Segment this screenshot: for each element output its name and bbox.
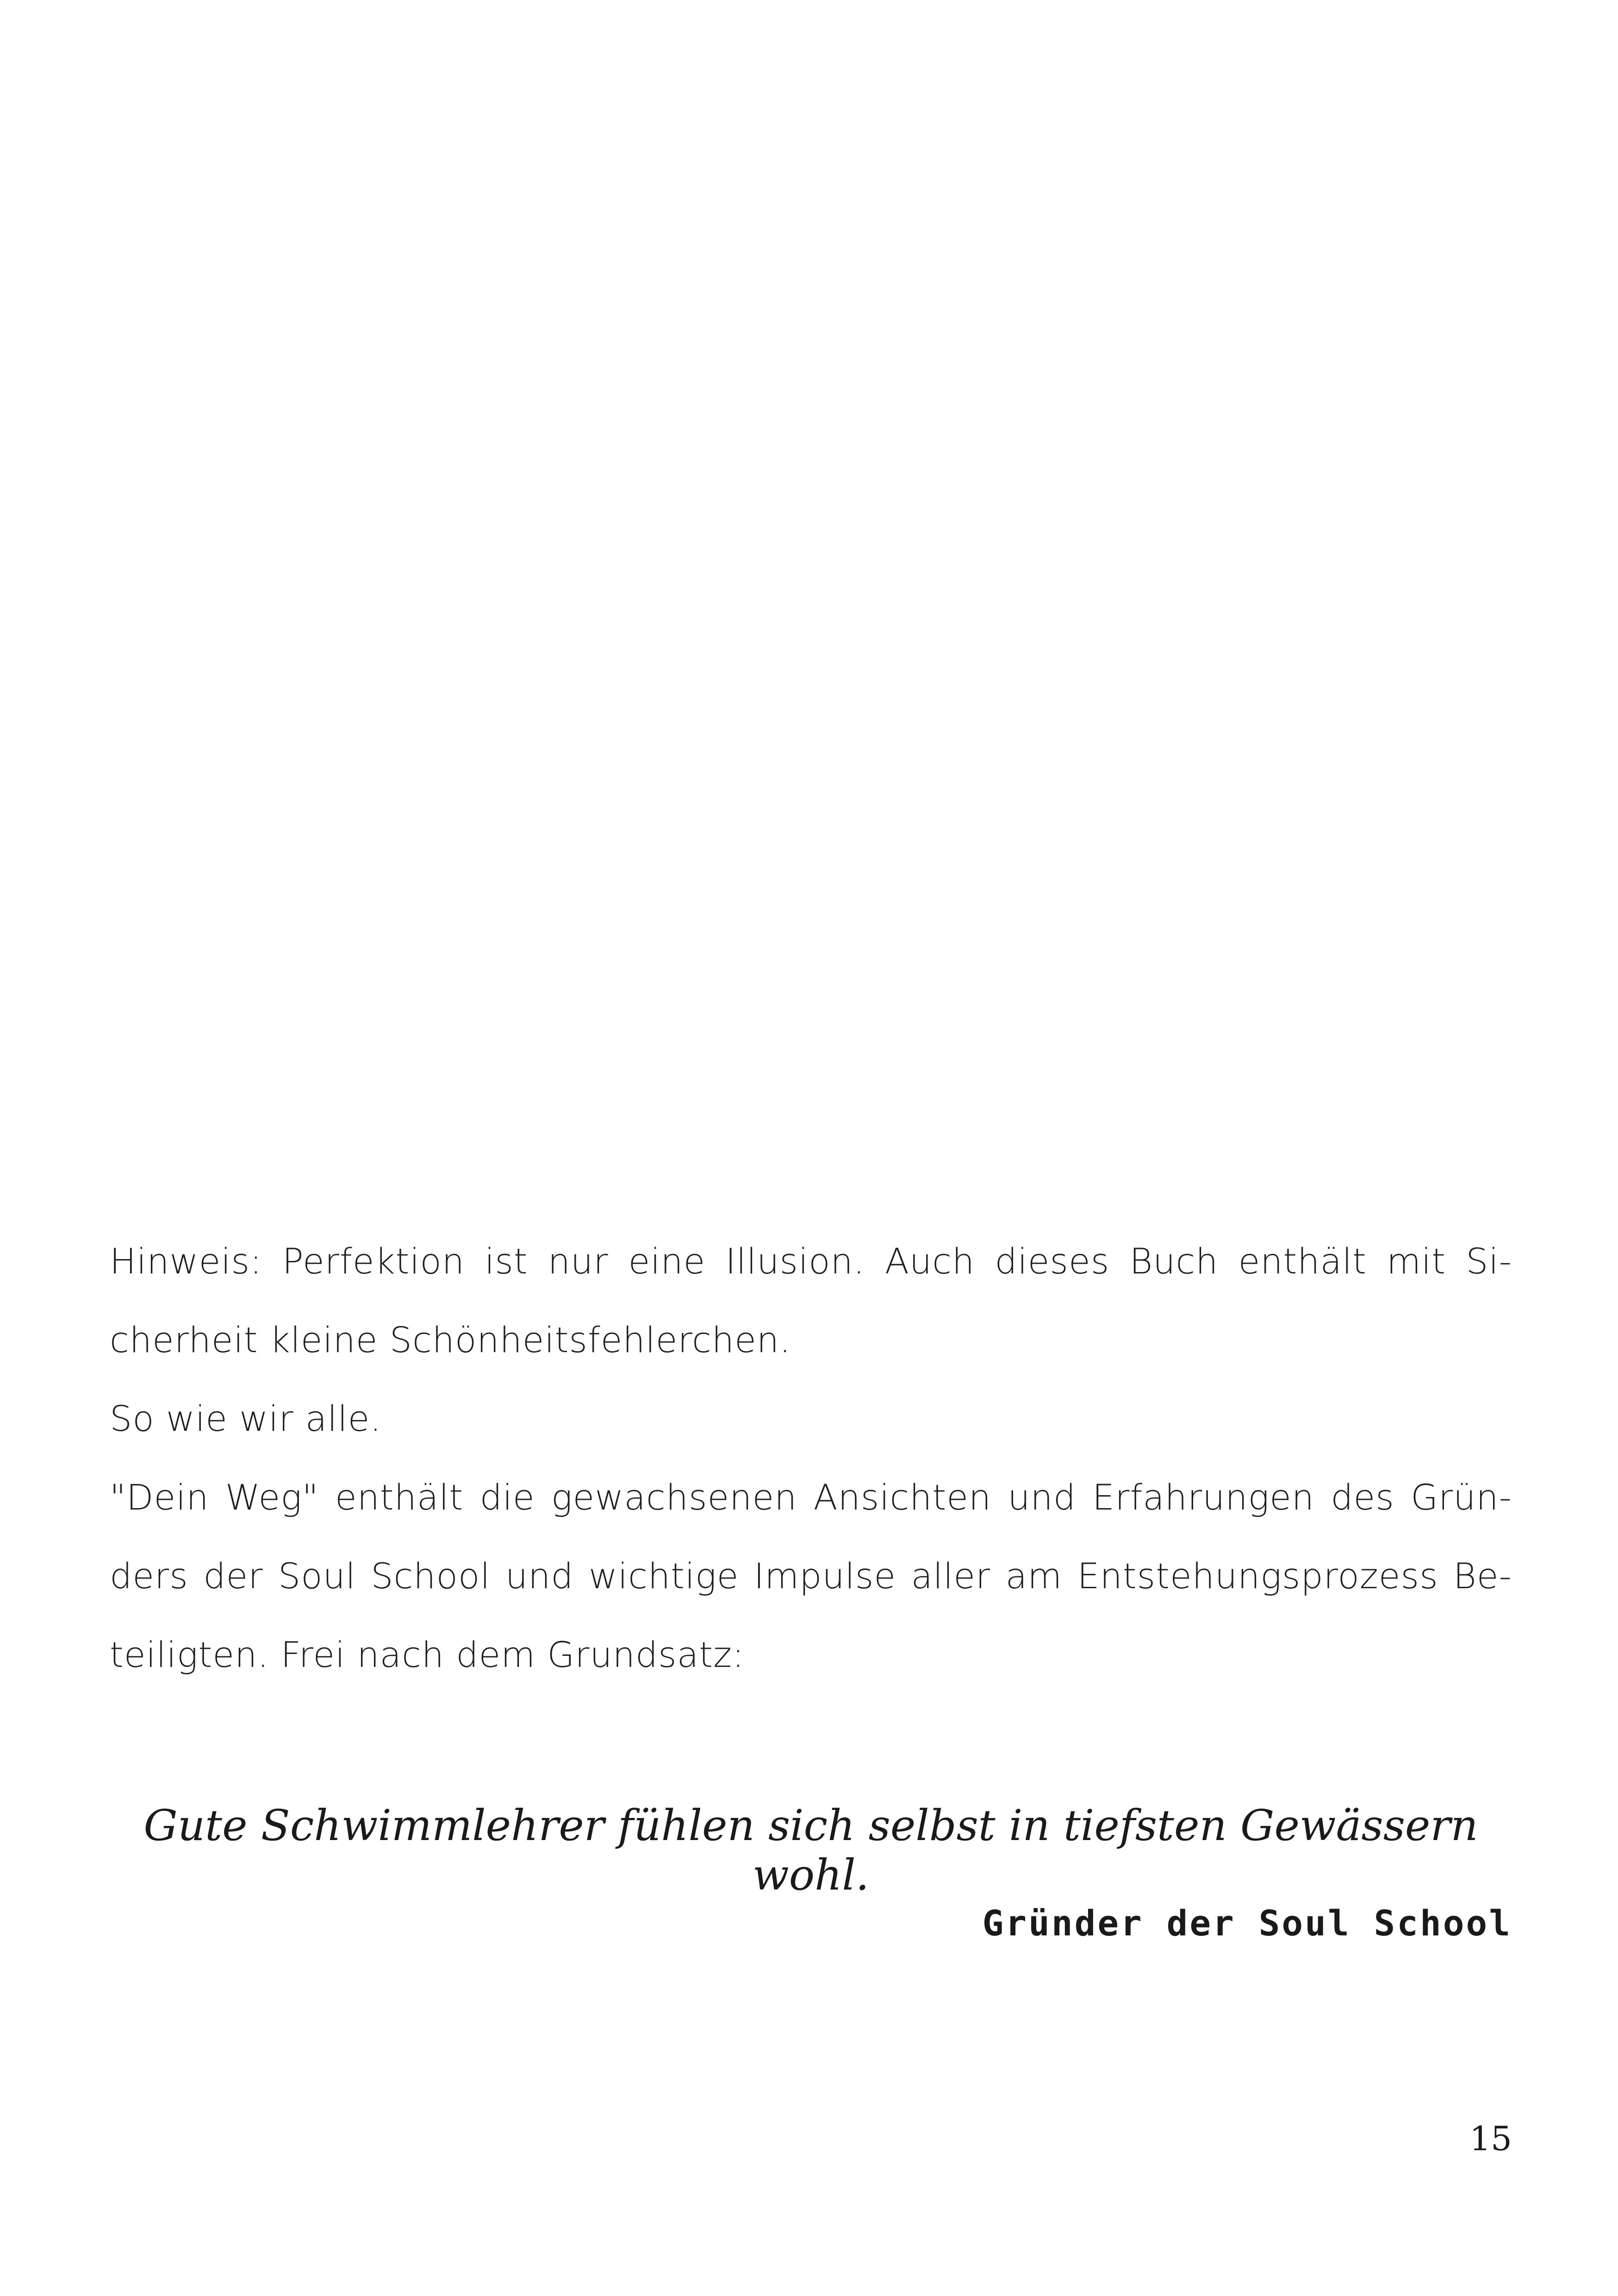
quote-text: Gute Schwimmlehrer fühlen sich selbst in tiefsten Gewässern wohl. <box>143 1801 1478 1900</box>
paragraph-1-line-1: Hinweis: Perfektion ist nur eine Illusion. Auch dieses Buch enthält mit Si- <box>110 1241 1512 1282</box>
paragraph-3-line-3: teiligten. Frei nach dem Grundsatz: <box>110 1634 745 1675</box>
paragraph-3-line-2: ders der Soul School und wichtige Impulse aller am Entstehungsprozess Be- <box>110 1555 1512 1597</box>
quote-attribution: Gründer der Soul School <box>982 1903 1512 1944</box>
body-text <box>110 1222 1512 1694</box>
paragraph-1-line-2: cherheit kleine Schönheitsfehlerchen. <box>110 1319 791 1360</box>
page-number: 15 <box>1469 2119 1512 2158</box>
paragraph-2: So wie wir alle. <box>110 1398 382 1439</box>
paragraph-3-line-1: "Dein Weg" enthält die gewachsenen Ansichten und Erfahrungen des Grün- <box>110 1477 1512 1518</box>
